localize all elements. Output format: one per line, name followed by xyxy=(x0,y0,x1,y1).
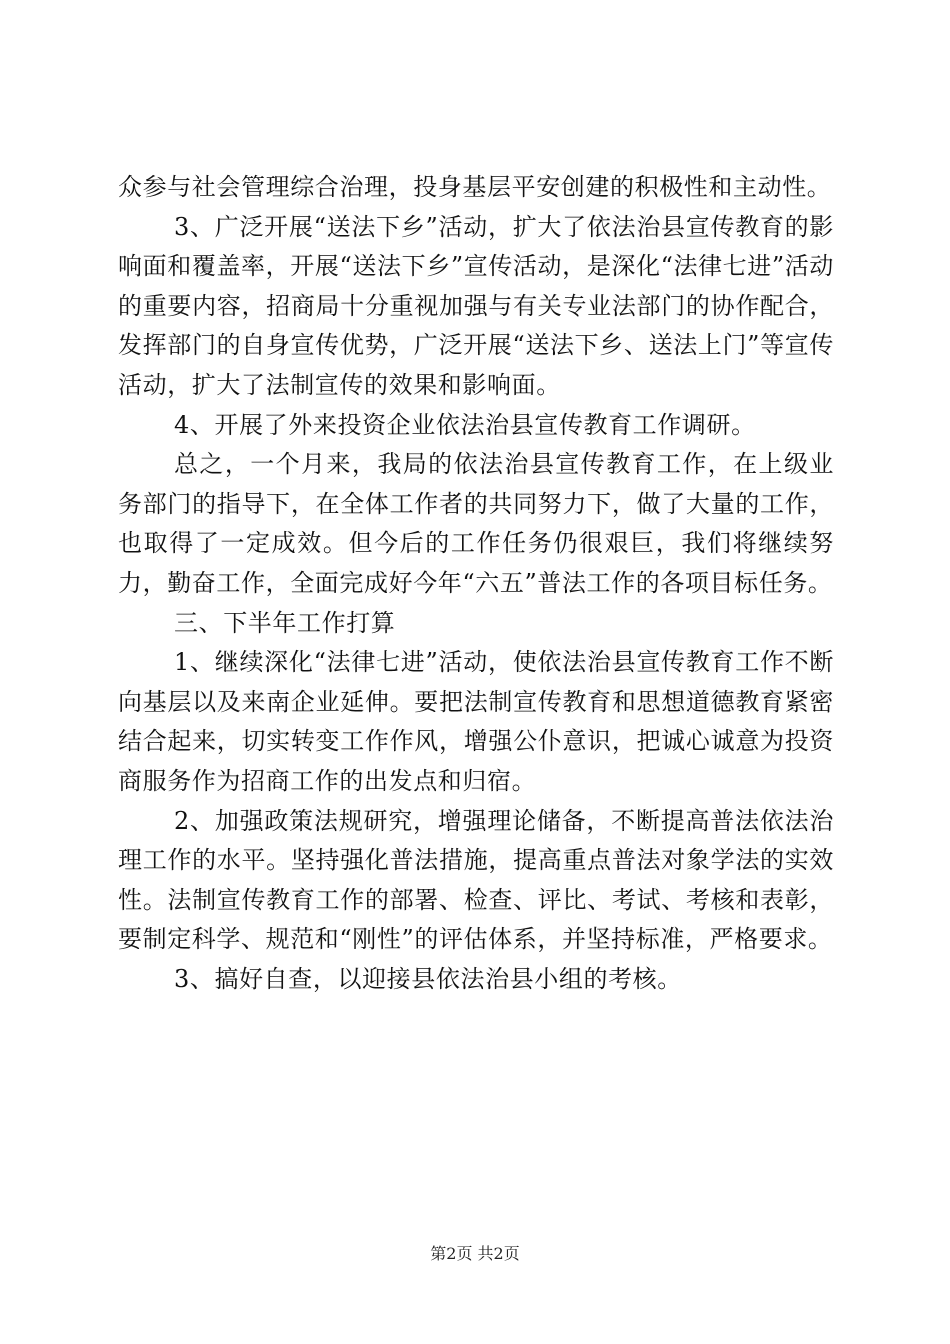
paragraph-plan-item-3: 3、搞好自查，以迎接县依法治县小组的考核。 xyxy=(174,964,682,993)
document-body xyxy=(118,168,834,999)
paragraph-summary: 总之，一个月来，我局的依法治县宣传教育工作，在上级业务部门的指导下，在全体工作者的共同努力下，做了大量的工作，也取得了一定成效。但今后的工作任务仍很艰巨，我们将继续努力，勤奋工作，全面完成好今年“六五”普法工作的各项目标任务。 xyxy=(118,450,834,597)
paragraph-item-3-send-law: 3、广泛开展“送法下乡”活动，扩大了依法治县宣传教育的影响面和覆盖率，开展“送法下乡”宣传活动，是深化“法律七进”活动的重要内容，招商局十分重视加强与有关专业法部门的协作配合，发挥部门的自身宣传优势，广泛开展“送法下乡、送法上门”等宣传活动，扩大了法制宣传的效果和影响面。 xyxy=(118,212,834,399)
paragraph-item-4-research: 4、开展了外来投资企业依法治县宣传教育工作调研。 xyxy=(174,410,756,439)
paragraph-plan-item-2: 2、加强政策法规研究，增强理论储备，不断提高普法依法治理工作的水平。坚持强化普法措施，提高重点普法对象学法的实效性。法制宣传教育工作的部署、检查、评比、考试、考核和表彰，要制定科学、规范和“刚性”的评估体系，并坚持标准，严格要求。 xyxy=(118,806,834,954)
paragraph-plan-item-1: 1、继续深化“法律七进”活动，使依法治县宣传教育工作不断向基层以及来南企业延伸。要把法制宣传教育和思想道德教育紧密结合起来，切实转变工作作风，增强公仆意识，把诚心诚意为投资商服务作为招商工作的出发点和归宿。 xyxy=(118,648,834,795)
paragraph-continuation: 众参与社会管理综合治理，投身基层平安创建的积极性和主动性。 xyxy=(118,173,832,201)
section-heading-plan: 三、下半年工作打算 xyxy=(174,608,396,637)
page-footer xyxy=(0,1243,950,1265)
page-number-label: 第2页 共2页 xyxy=(430,1244,520,1263)
